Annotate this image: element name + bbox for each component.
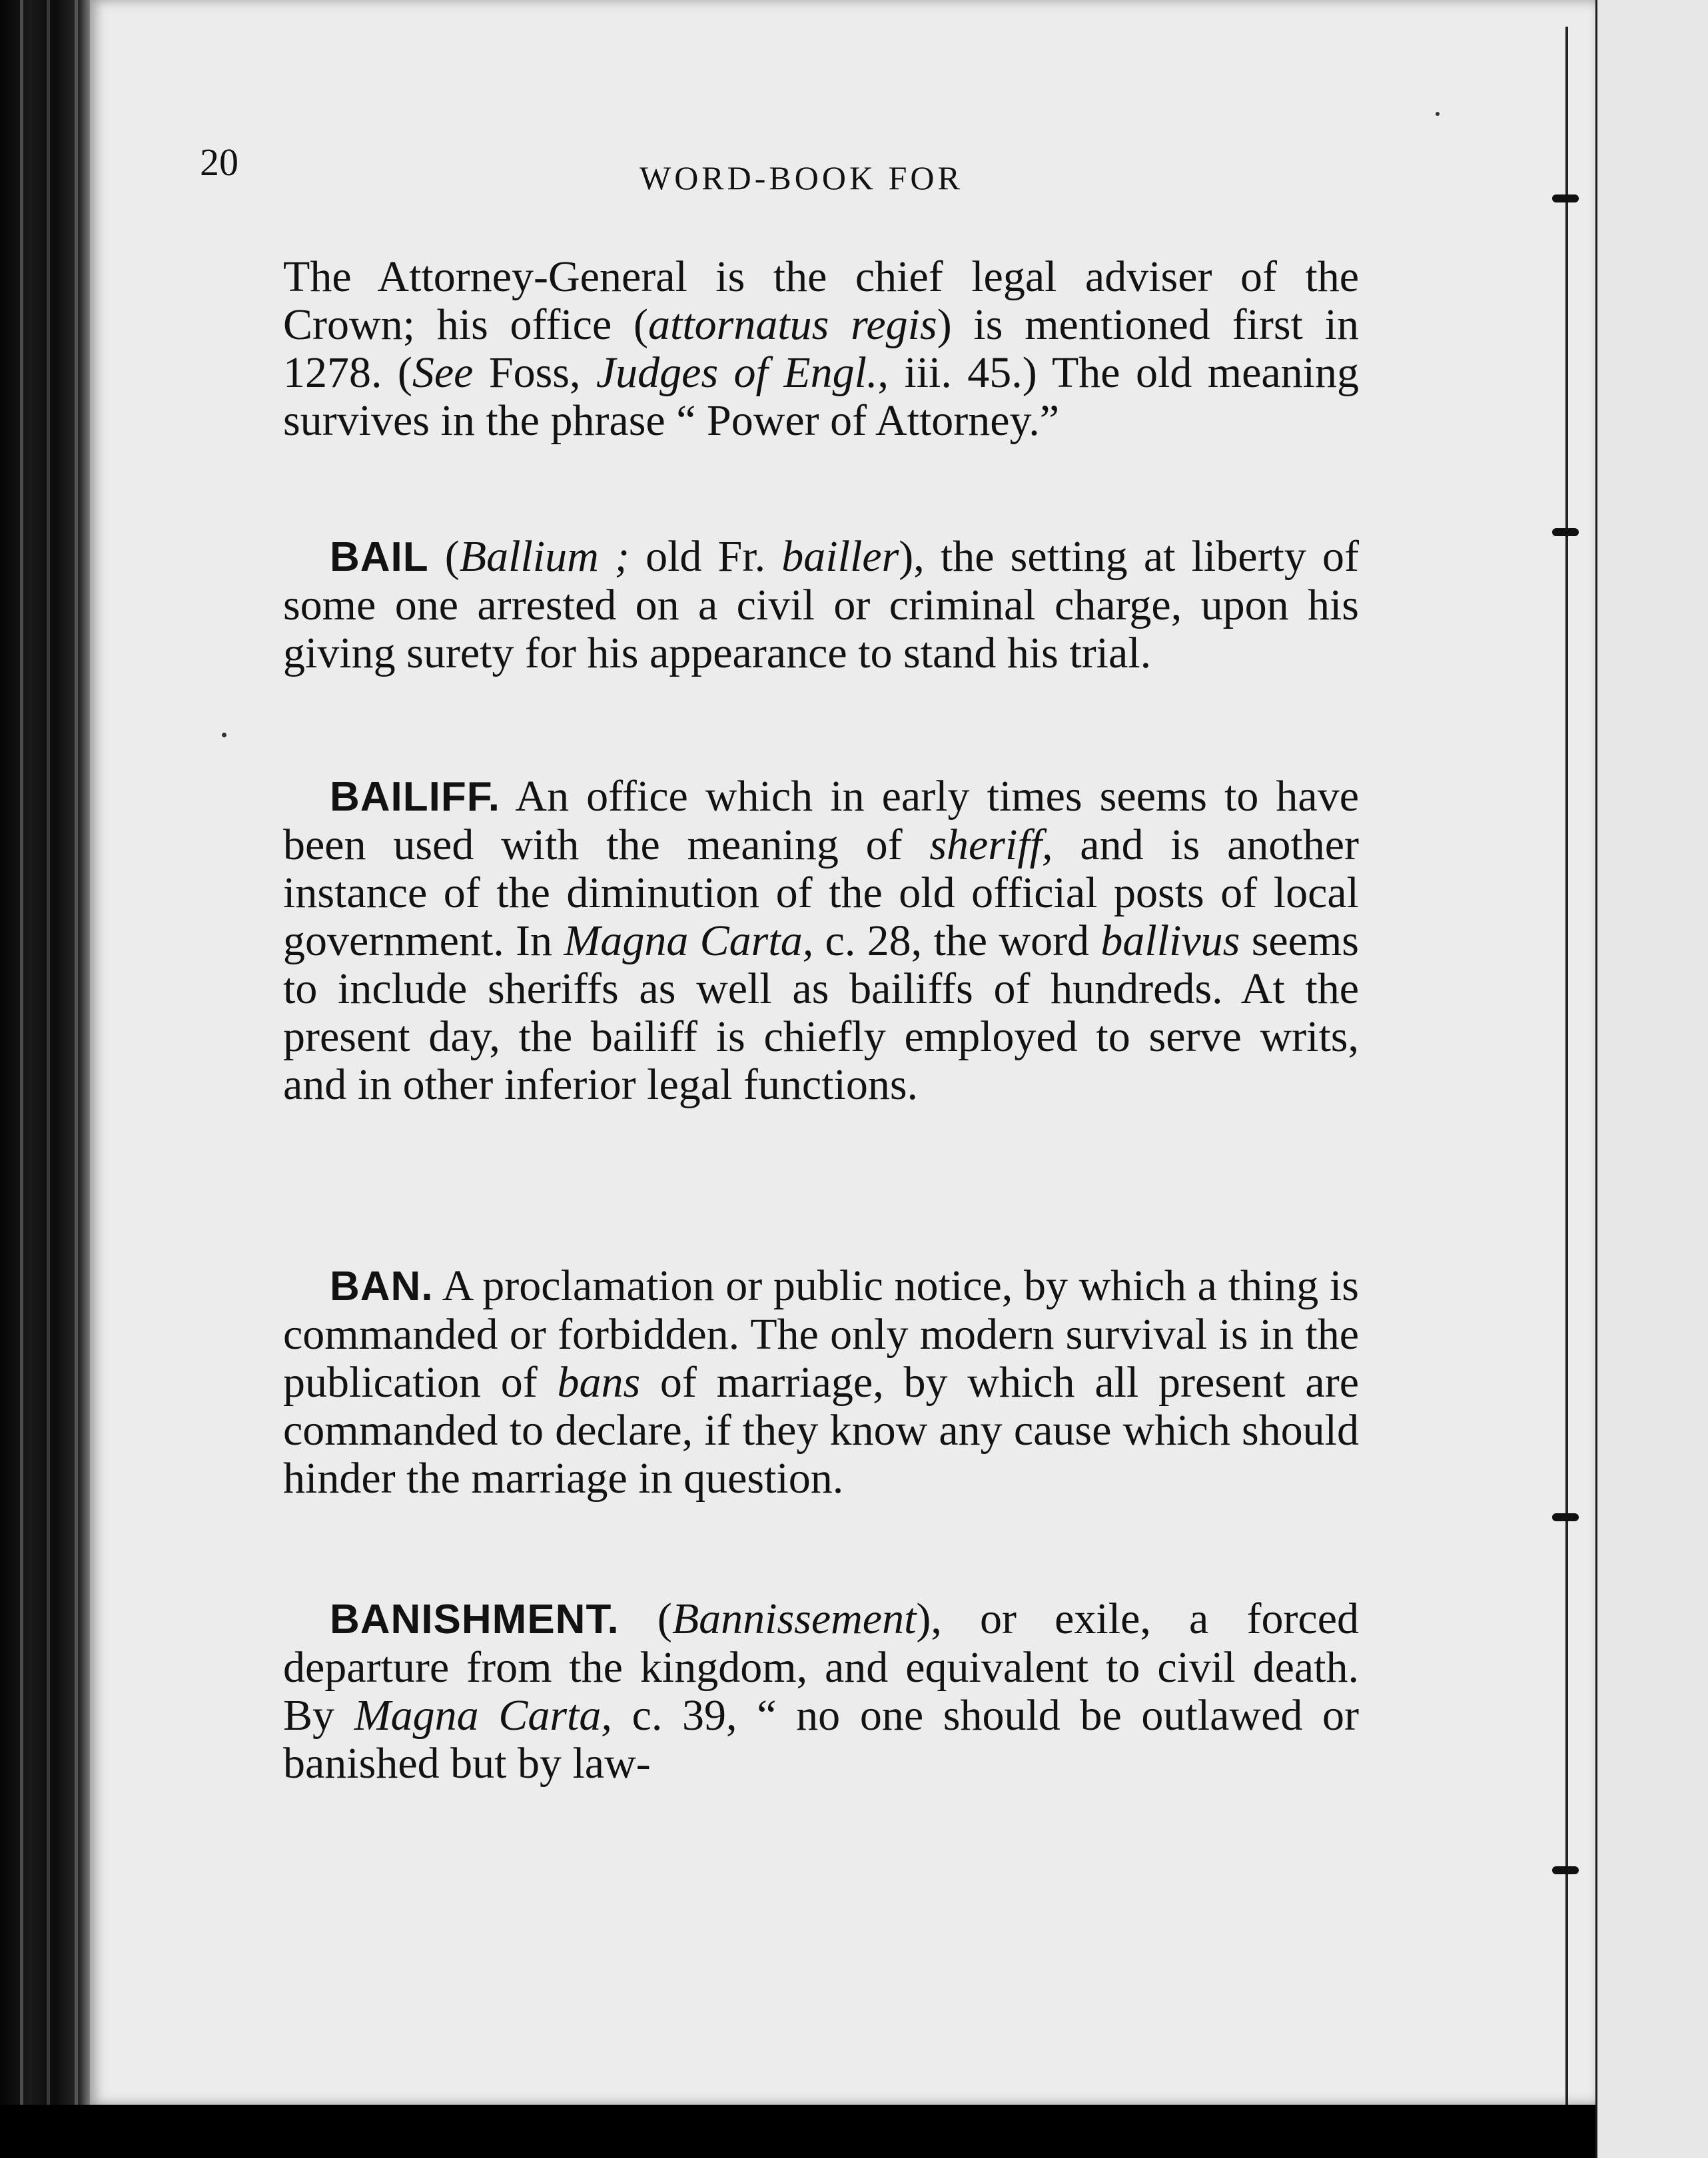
entry-italic: Magna Carta, — [354, 1691, 612, 1740]
entry-attorney-continued — [283, 253, 1359, 445]
entry-text: old Fr. — [629, 532, 782, 581]
paper-speck — [222, 733, 226, 737]
entry-italic: ballivus — [1100, 916, 1240, 965]
entry-banishment — [283, 1595, 1359, 1788]
entry-italic: bailler — [781, 532, 899, 581]
entry-text: c. 39, “ no one should be outlawed or banished but by law- — [283, 1691, 1360, 1788]
entry-bailiff — [283, 773, 1359, 1109]
entry-text: and is another instance of the diminution of the old official posts of local government. In — [283, 821, 1360, 965]
entry-text: of marriage, by which all present are commanded to declare, if they know any cause which should hinder the marriage in question. — [283, 1358, 1359, 1503]
entry-text: , iii. 45.) The old meaning survives in the phrase “ Power of Attorney.” — [283, 348, 1359, 445]
edge-tick — [1552, 1866, 1579, 1874]
book-binding-gutter — [0, 0, 100, 2158]
entry-text: ), or exile, a forced departure from the kingdom, and equivalent to civil death. By — [283, 1595, 1360, 1740]
entry-italic: See — [412, 348, 474, 397]
next-page-edge — [1595, 0, 1708, 2158]
entry-ban — [283, 1262, 1359, 1503]
running-head: WORD-BOOK FOR — [640, 159, 963, 196]
entry-italic: Ballium ; — [459, 532, 630, 581]
scan-bottom-border — [0, 2105, 1595, 2158]
entry-text: Foss, — [473, 348, 596, 397]
edge-tick — [1552, 1513, 1579, 1521]
entry-text: An office which in early times seems to have been used with the meaning of — [283, 772, 1359, 869]
entry-bail — [283, 533, 1359, 677]
entry-text: The Attorney-General is the chief legal adviser of the Crown; his office ( — [283, 252, 1359, 349]
headword: BAN. — [330, 1263, 434, 1309]
headword: BAIL — [330, 534, 429, 580]
entry-text: ) is mentioned first in 1278. ( — [283, 300, 1359, 397]
page-edge-rule — [1565, 27, 1568, 2105]
entry-text: ( — [619, 1595, 672, 1643]
entry-text: c. 28, the word — [813, 916, 1101, 965]
gutter-line — [47, 0, 50, 2158]
paper-speck — [1436, 112, 1440, 116]
edge-tick — [1552, 194, 1579, 202]
gutter-line — [20, 0, 23, 2158]
gutter-line — [75, 0, 78, 2158]
entry-italic: bans — [557, 1358, 641, 1407]
entry-text: A proclamation or public notice, by which a thing is commanded or forbidden. The only modern survival is in the publication of — [283, 1261, 1359, 1407]
edge-tick — [1552, 528, 1579, 536]
headword: BAILIFF. — [330, 774, 500, 820]
entry-italic: sheriff, — [929, 821, 1053, 869]
page-number: 20 — [200, 141, 238, 184]
entry-italic: Bannissement — [671, 1595, 917, 1643]
entry-text: ), the setting at liberty of some one arrested on a civil or criminal charge, upon his giving surety for his appearance to stand his trial. — [283, 532, 1360, 677]
entry-italic: Magna Carta, — [564, 916, 814, 965]
entry-text: seems to include sheriffs as well as bailiffs of hundreds. At the present day, the bailiff is chiefly employed to serve writs, and in other inferior legal functions. — [283, 916, 1359, 1109]
entry-text: ( — [428, 532, 460, 581]
entry-italic: Judges of Engl. — [596, 348, 878, 397]
headword: BANISHMENT. — [330, 1597, 620, 1642]
entry-italic: attornatus regis — [647, 300, 937, 349]
